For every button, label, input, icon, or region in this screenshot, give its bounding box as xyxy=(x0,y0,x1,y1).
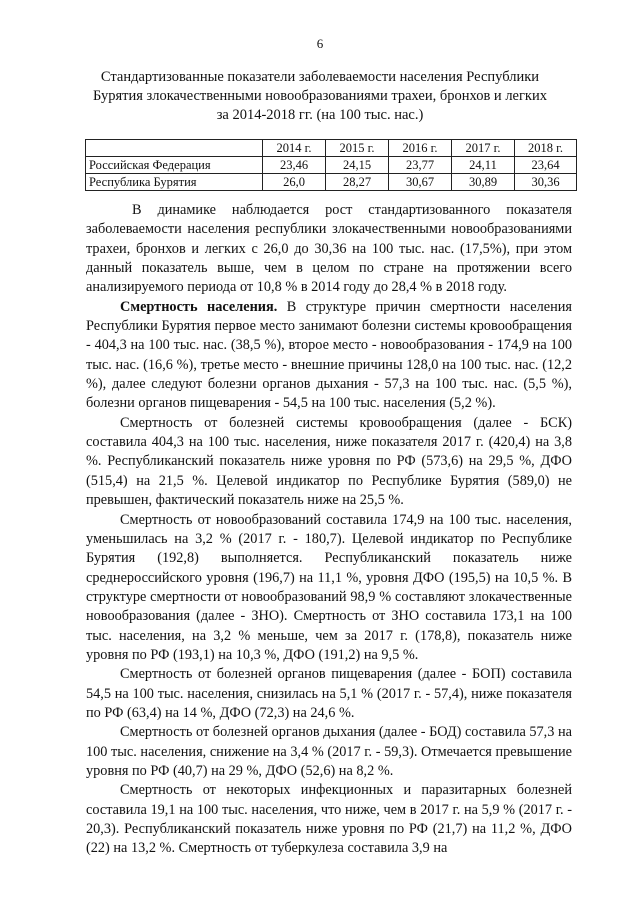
table-title xyxy=(80,68,560,125)
table-title-line-2: Бурятия злокачественными новообразованиями трахеи, бронхов и легких xyxy=(92,88,547,104)
table-title-line-3: за 2014-2018 гг. (на 100 тыс. нас.) xyxy=(216,107,424,123)
table-cell: 28,27 xyxy=(326,174,389,191)
paragraph-digestive-mortality: Смертность от болезней органов пищеварения (далее - БОП) составила 54,5 на 100 тыс. населения, снизилась на 5,1 % (2017 г. - 57,4), ниже показателя по РФ (63,4) на 14 %, ДФО (72,3) на 24,6 %. xyxy=(86,666,572,721)
paragraph-respiratory-mortality: Смертность от болезней органов дыхания (далее - БОД) составила 57,3 на 100 тыс. населения, снижение на 3,4 % (2017 г. - 59,3). Отмечается превышение уровня по РФ (40,7) на 29 %, ДФО (52,6) на 8,2 %. xyxy=(86,724,572,779)
table-row xyxy=(86,174,577,191)
paragraph-infectious-mortality: Смертность от некоторых инфекционных и паразитарных болезней составила 19,1 на 100 тыс. населения, что ниже, чем в 2017 г. на 5,9 % (2017 г. - 20,3). Республиканский показатель ниже уровня по РФ (21,7) на 11,2 %, ДФО (22) на 13,2 %. Смертность от туберкулеза составила 3,9 на xyxy=(86,782,572,857)
table-header-row xyxy=(86,140,577,157)
table-cell: 30,89 xyxy=(452,174,515,191)
table-cell: 24,15 xyxy=(326,157,389,174)
paragraph-incidence-dynamics: В динамике наблюдается рост стандартизованного показателя заболеваемости населения республики злокачественными новообразованиями трахеи, бронхов и легких с 26,0 до 30,36 на 100 тыс. нас. (17,5%), при этом данный показатель выше, чем в целом по стране на протяжении всего анализируемого периода от 10,8 % в 2014 году до 28,4 % в 2018 году. xyxy=(86,202,572,296)
paragraph-text: В структуре причин смертности населения Республики Бурятия первое место занимают болезни системы кровообращения - 404,3 на 100 тыс. нас. (38,5 %), второе место - новообразования - 174,9 на 100 тыс. нас. (16,6 %), третье место - внешние причины 128,0 на 100 тыс. нас. (12,2 %), далее следуют болезни органов дыхания - 57,3 на 100 тыс. нас. (5,5 %), болезни органов пищеварения - 54,5 на 100 тыс. населения (5,2 %). xyxy=(86,298,572,412)
section-heading-mortality: Смертность населения. xyxy=(120,298,278,315)
table-row-region: Республика Бурятия xyxy=(86,174,263,191)
document-body xyxy=(86,201,572,859)
page-number: 6 xyxy=(316,36,324,51)
table-header-cell: 2016 г. xyxy=(389,140,452,157)
table-cell: 23,64 xyxy=(515,157,577,174)
table-header-cell: 2017 г. xyxy=(452,140,515,157)
table-title-line-1: Стандартизованные показатели заболеваемости населения Республики xyxy=(100,69,540,85)
table-cell: 30,67 xyxy=(389,174,452,191)
table-header-cell xyxy=(86,140,263,157)
paragraph-cardiovascular-mortality: Смертность от болезней системы кровообращения (далее - БСК) составила 404,3 на 100 тыс. населения, ниже показателя 2017 г. (420,4) на 3,8 %. Республиканский показатель ниже уровня по РФ (573,6) на 29,5 %, ДФО (515,4) на 21,5 %. Целевой индикатор по Республике Бурятия (589,0) не превышен, фактический показатель ниже на 25,5 %. xyxy=(86,414,572,509)
table-cell: 30,36 xyxy=(515,174,577,191)
table-cell: 24,11 xyxy=(452,157,515,174)
table-row-region: Российская Федерация xyxy=(86,157,263,174)
paragraph-mortality-structure xyxy=(86,298,572,414)
table-cell: 26,0 xyxy=(263,174,326,191)
table-header-cell: 2015 г. xyxy=(326,140,389,157)
table-row xyxy=(86,157,577,174)
table-cell: 23,77 xyxy=(389,157,452,174)
incidence-table xyxy=(85,139,577,191)
table-header-cell: 2014 г. xyxy=(263,140,326,157)
paragraph-neoplasm-mortality: Смертность от новообразований составила 174,9 на 100 тыс. населения, уменьшилась на 3,2 % (2017 г. - 180,7). Целевой индикатор по Республике Бурятия (192,8) выполняется. Республиканский показатель ниже среднероссийского уровня (196,7) на 11,1 %, уровня ДФО (195,5) на 10,5 %. В структуре смертности от новообразований 98,9 % составляют злокачественные новообразования (далее - ЗНО). Смертность от ЗНО составила 173,1 на 100 тыс. населения, на 3,2 % меньше, чем за 2017 г. (178,8), показатель ниже уровня по РФ (193,1) на 10,3 %, ДФО (191,2) на 9,5 %. xyxy=(86,511,572,663)
table-header-cell: 2018 г. xyxy=(515,140,577,157)
table-cell: 23,46 xyxy=(263,157,326,174)
